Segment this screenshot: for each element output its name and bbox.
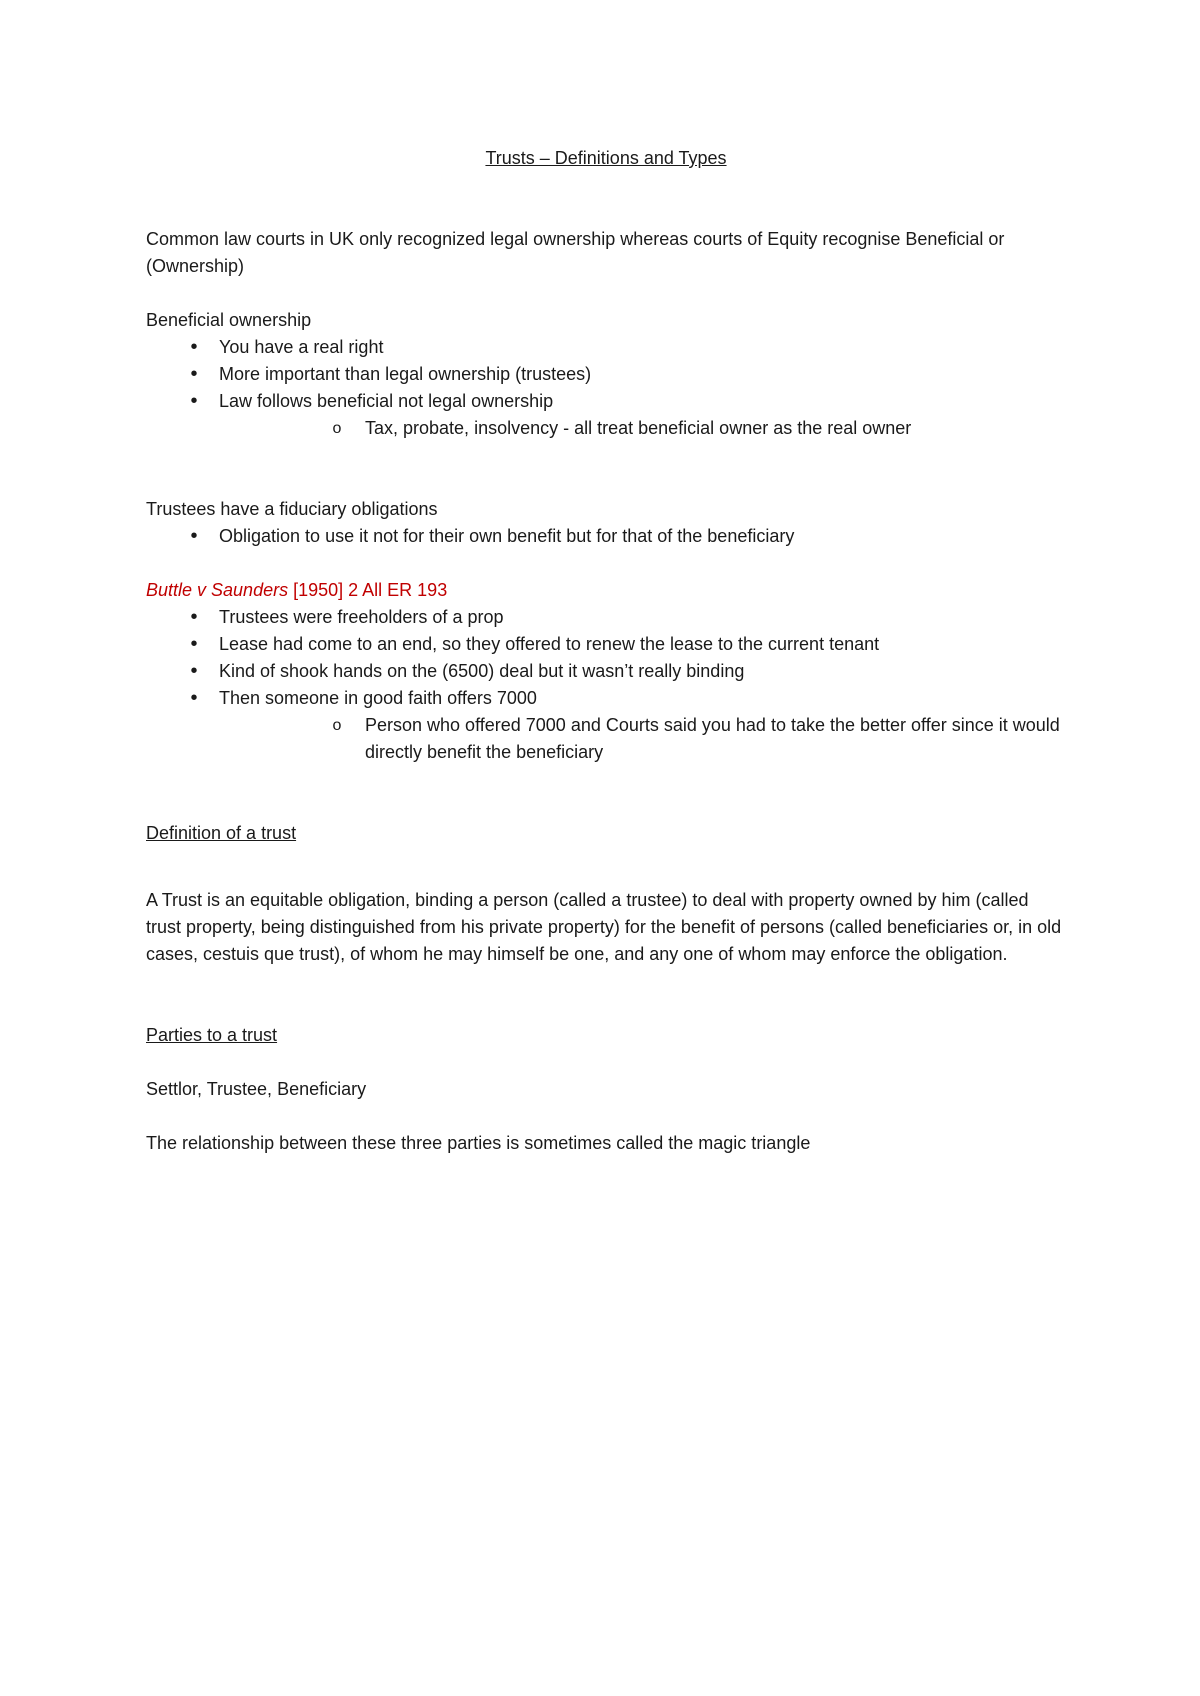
bullet-icon: • (190, 363, 198, 385)
bullet-icon: • (190, 606, 198, 628)
beneficial-ownership-heading: Beneficial ownership (146, 310, 312, 330)
definition-heading: Definition of a trust (146, 823, 297, 843)
intro-paragraph: Common law courts in UK only recognized legal ownership whereas courts of Equity recognise Beneficial or (Ownership) (146, 229, 1005, 276)
beneficial-ownership-sublist (219, 415, 1066, 442)
case-name: Buttle v Saunders (146, 580, 289, 600)
definition-paragraph: A Trust is an equitable obligation, binding a person (called a trustee) to deal with property owned by him (called trust property, being distinguished from his private property) for the benefit of persons (called beneficiaries or, in old cases, cestuis que trust), of whom he may himself be one, and any one of whom may enforce the obligation. (146, 890, 1062, 964)
parties-note: The relationship between these three parties is sometimes called the magic triangle (146, 1133, 811, 1153)
list-item: • Law follows beneficial not legal ownership o Tax, probate, insolvency - all treat beneficial owner as the real owner (146, 388, 1066, 442)
bullet-icon: • (190, 633, 198, 655)
list-subitem: o Tax, probate, insolvency - all treat beneficial owner as the real owner (219, 415, 1066, 442)
trustees-list (146, 523, 1066, 550)
list-item: • Lease had come to an end, so they offered to renew the lease to the current tenant (146, 631, 1066, 658)
document-title: Trusts – Definitions and Types (485, 148, 727, 168)
bullet-icon: • (190, 660, 198, 682)
parties-heading: Parties to a trust (146, 1025, 278, 1045)
list-item: • More important than legal ownership (trustees) (146, 361, 1066, 388)
list-subitem: o Person who offered 7000 and Courts said you had to take the better offer since it would directly benefit the beneficiary (219, 712, 1066, 766)
beneficial-ownership-list (146, 334, 1066, 442)
case-citation: [1950] 2 All ER 193 (288, 580, 448, 600)
document-content (146, 145, 1066, 1157)
list-item: • Obligation to use it not for their own benefit but for that of the beneficiary (146, 523, 1066, 550)
parties-list: Settlor, Trustee, Beneficiary (146, 1079, 367, 1099)
case-list (146, 604, 1066, 766)
circle-bullet-icon: o (332, 717, 342, 734)
list-item: • Trustees were freeholders of a prop (146, 604, 1066, 631)
list-item: • You have a real right (146, 334, 1066, 361)
bullet-icon: • (190, 336, 198, 358)
bullet-icon: • (190, 390, 198, 412)
list-item: • Kind of shook hands on the (6500) deal but it wasn’t really binding (146, 658, 1066, 685)
trustees-heading: Trustees have a fiduciary obligations (146, 499, 438, 519)
case-sublist (219, 712, 1066, 766)
list-item: • Then someone in good faith offers 7000 o Person who offered 7000 and Courts said you had to take the better offer since it would directly benefit the beneficiary (146, 685, 1066, 766)
case-heading (146, 577, 1066, 604)
bullet-icon: • (190, 687, 198, 709)
circle-bullet-icon: o (332, 420, 342, 437)
bullet-icon: • (190, 525, 198, 547)
